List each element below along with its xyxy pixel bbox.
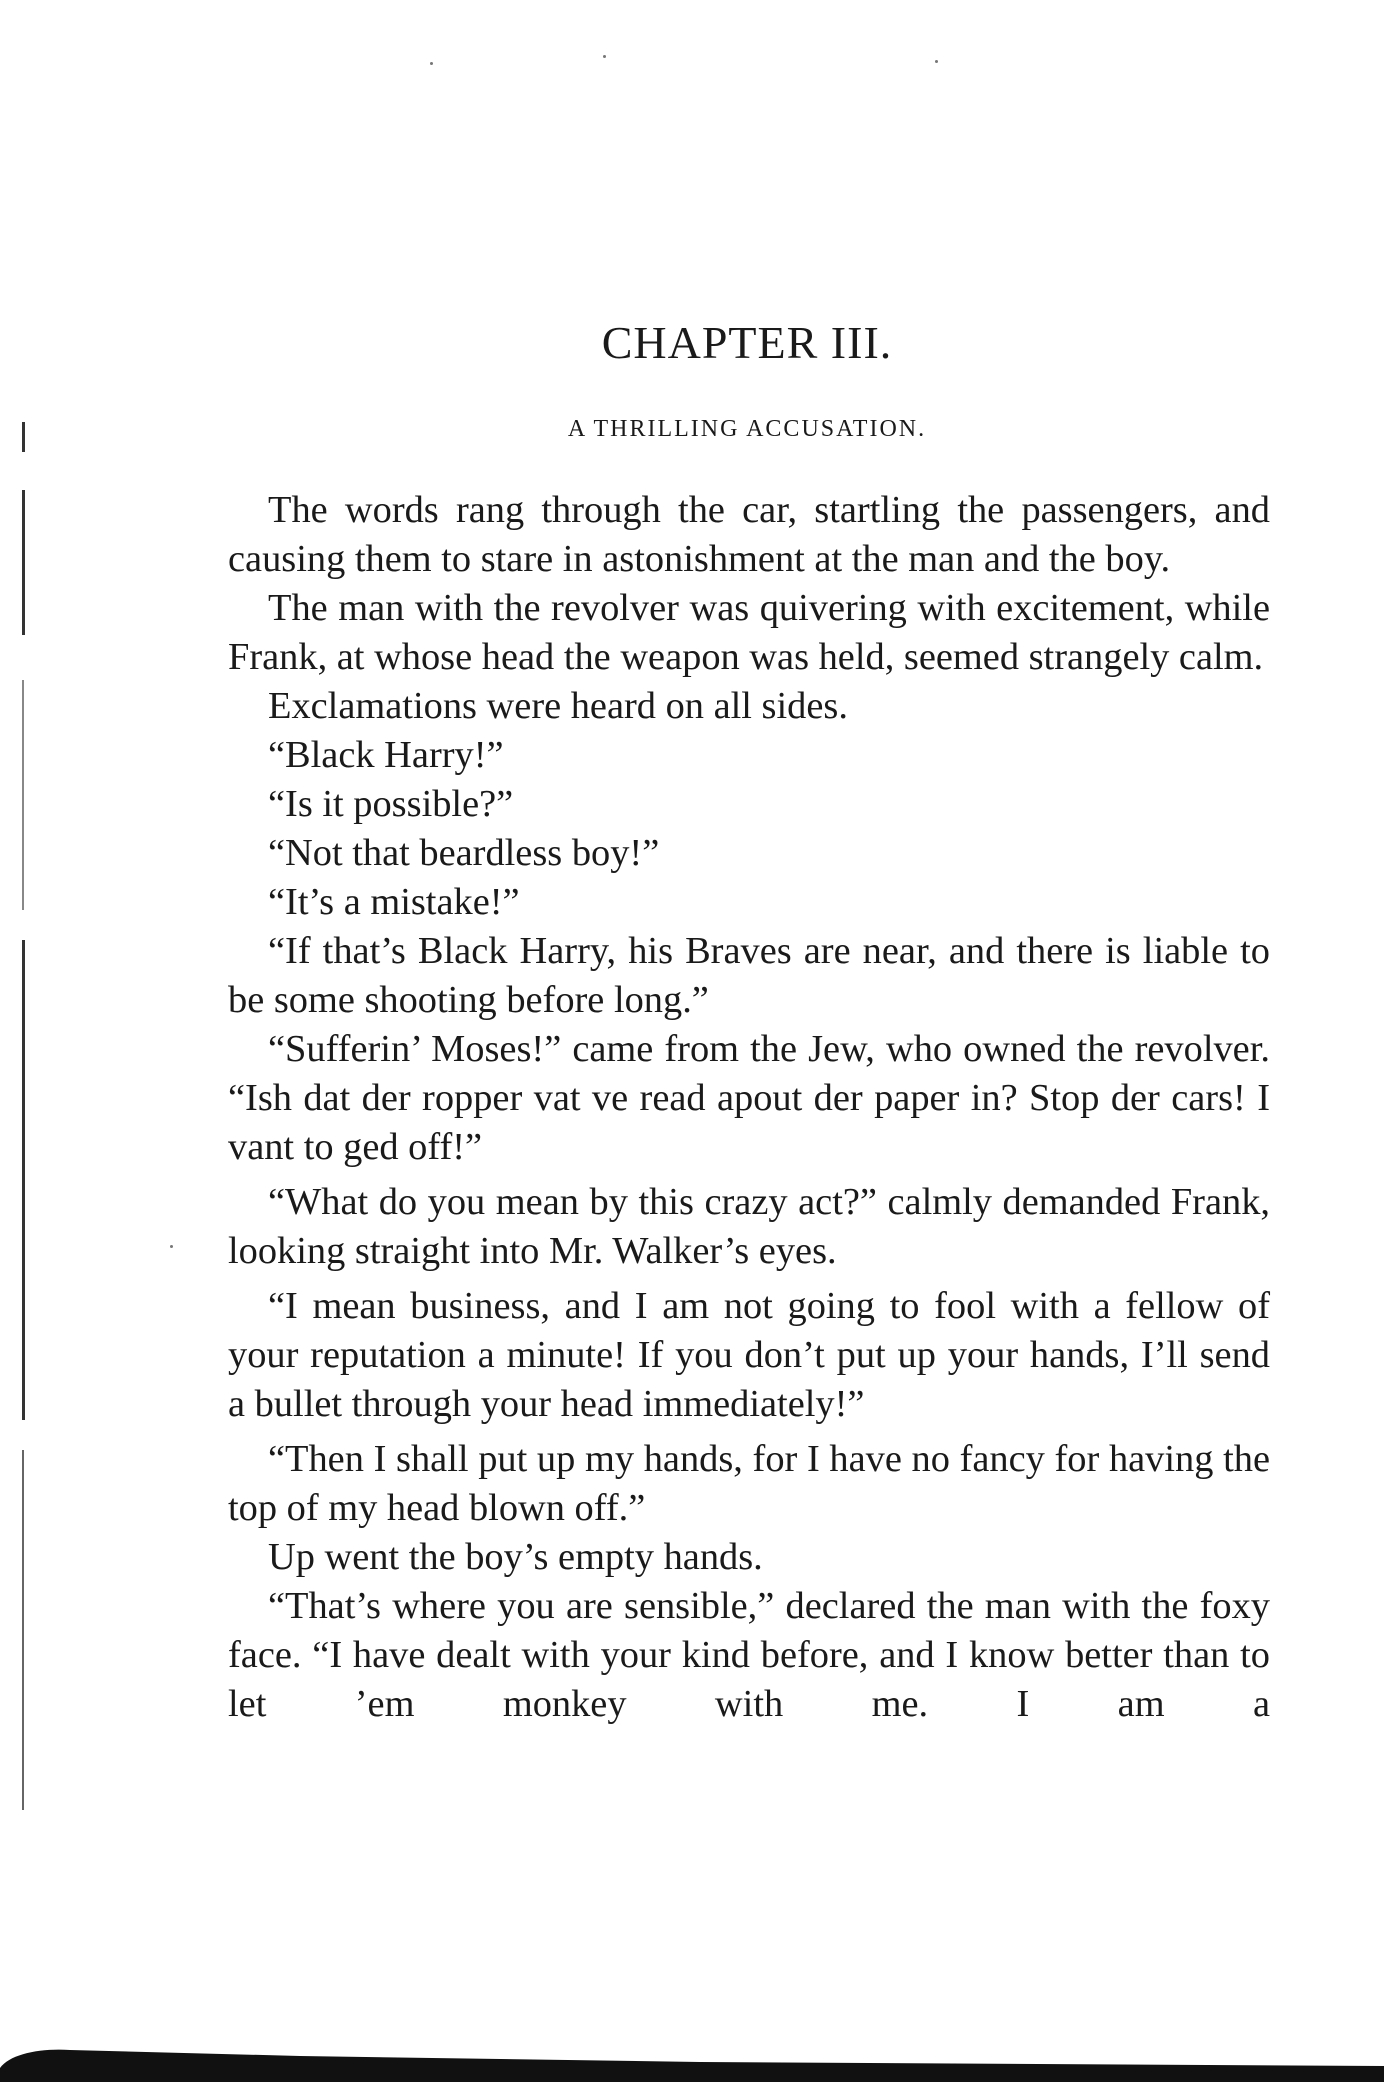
paragraph: “Not that beardless boy!” bbox=[268, 832, 660, 874]
paragraph: “It’s a mistake!” bbox=[268, 881, 520, 923]
scan-speck bbox=[603, 55, 606, 58]
paragraph: “That’s where you are sensible,” declared the man with the foxy face. “I have dealt with your kind before, and I know better than to let ’em monkey with me. I am a bbox=[228, 1585, 1270, 1725]
paragraph: The words rang through the car, startling the passengers, and causing them to stare in astonishment at the man and the boy. bbox=[228, 489, 1270, 580]
margin-mark bbox=[22, 940, 25, 1420]
chapter-title: CHAPTER III. bbox=[601, 317, 893, 368]
paragraph: “What do you mean by this crazy act?” calmly demanded Frank, looking straight into Mr. Walker’s eyes. bbox=[228, 1181, 1270, 1272]
paragraph: The man with the revolver was quivering with excitement, while Frank, at whose head the weapon was held, seemed strangely calm. bbox=[228, 587, 1270, 678]
chapter-subtitle: A THRILLING ACCUSATION. bbox=[567, 416, 927, 442]
paragraph: “Sufferin’ Moses!” came from the Jew, who owned the revolver. “Ish dat der ropper vat ve read apout der paper in? Stop der cars! I vant to ged off!” bbox=[228, 1028, 1270, 1168]
paragraph: “Black Harry!” bbox=[268, 734, 504, 776]
margin-mark bbox=[22, 490, 25, 635]
paragraph: Exclamations were heard on all sides. bbox=[268, 685, 848, 727]
paragraph: “If that’s Black Harry, his Braves are near, and there is liable to be some shooting before long.” bbox=[228, 930, 1270, 1021]
margin-mark bbox=[22, 680, 24, 910]
paragraph: “Is it possible?” bbox=[268, 783, 514, 825]
chapter-body bbox=[228, 486, 1270, 1729]
paragraph: “Then I shall put up my hands, for I have no fancy for having the top of my head blown off.” bbox=[228, 1438, 1270, 1529]
scan-speck bbox=[170, 1245, 173, 1248]
scan-speck bbox=[935, 60, 938, 63]
margin-mark bbox=[22, 1450, 24, 1810]
scan-bottom-edge bbox=[0, 2040, 1384, 2082]
paragraph: “I mean business, and I am not going to fool with a fellow of your reputation a minute! If you don’t put up your hands, I’ll send a bullet through your head immediately!” bbox=[228, 1285, 1270, 1425]
scan-speck bbox=[430, 62, 433, 65]
paragraph: Up went the boy’s empty hands. bbox=[268, 1536, 763, 1578]
